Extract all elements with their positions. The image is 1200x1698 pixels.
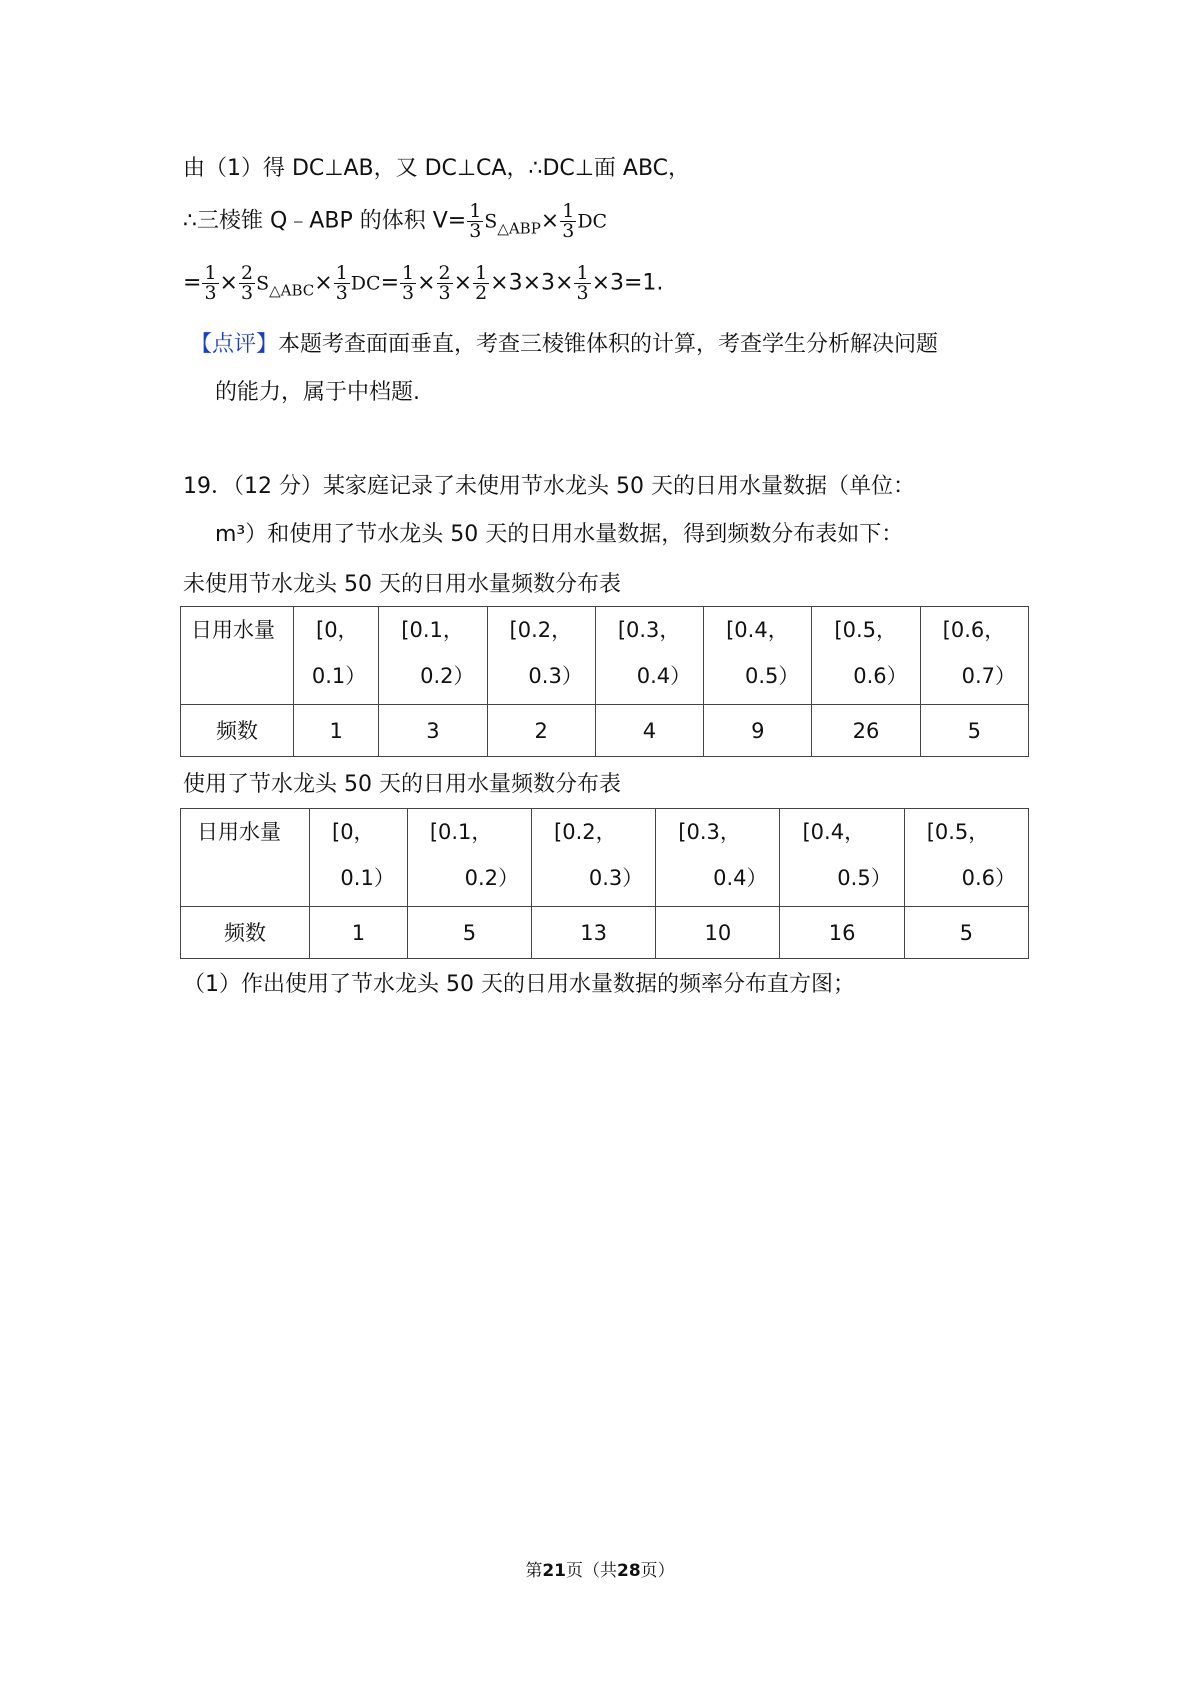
frequency-table-without-faucet — [180, 606, 1029, 757]
count-cell: 5 — [904, 907, 1028, 959]
solution-line-3: = $\frac{1}{3}$ × $\frac{2}{3}$ $S_{\triangle ABC}\times$ $\frac{1}{3}$ DC= $\frac{1}{3}$ × $\frac{2}{3}$ × $\frac{1}{2}$ ×3×3× $\frac{1}{3}$ ×3=1. — [183, 262, 664, 304]
comment-text: 本题考查面面垂直，考查三棱锥体积的计算，考查学生分析解决问题 — [278, 332, 939, 357]
count-row — [181, 907, 1029, 959]
fraction: $\frac{1}{3}$ — [469, 200, 482, 242]
comment-line-1 — [190, 330, 938, 360]
fraction: $\frac{1}{3}$ — [576, 262, 589, 304]
count-cell: 16 — [780, 907, 904, 959]
count-cell: 9 — [704, 705, 812, 757]
table-header-label: 日用水量 — [181, 607, 294, 705]
interval-cell: [0.3， 0.4） — [595, 607, 703, 705]
comment-bracket-close: 】 — [256, 332, 279, 357]
interval-cell: [0， 0.1） — [294, 607, 379, 705]
count-cell: 1 — [310, 907, 408, 959]
page-total: 28 — [617, 1561, 641, 1581]
interval-cell: [0.6， 0.7） — [920, 607, 1028, 705]
interval-row — [181, 607, 1029, 705]
count-cell: 4 — [595, 705, 703, 757]
count-cell: 5 — [407, 907, 531, 959]
count-cell: 10 — [656, 907, 780, 959]
fraction: $\frac{2}{3}$ — [438, 262, 451, 304]
interval-cell: [0.4， 0.5） — [704, 607, 812, 705]
page-number: 21 — [542, 1561, 566, 1581]
page-footer: 第21页（共28页） — [525, 1561, 675, 1581]
count-cell: 3 — [379, 705, 487, 757]
interval-cell: [0.5， 0.6） — [812, 607, 920, 705]
interval-cell: [0.5， 0.6） — [904, 809, 1028, 907]
count-cell: 26 — [812, 705, 920, 757]
interval-cell: [0.3， 0.4） — [656, 809, 780, 907]
part1-question: （1）作出使用了节水龙头 50 天的日用水量数据的频率分布直方图； — [183, 972, 855, 997]
frequency-table-with-faucet — [180, 808, 1029, 959]
comment-label: 点评 — [212, 332, 257, 357]
count-row — [181, 705, 1029, 757]
question-line-1: 19．（12 分）某家庭记录了未使用节水龙头 50 天的日用水量数据（单位： — [183, 474, 915, 499]
question-line-2: m³）和使用了节水龙头 50 天的日用水量数据，得到频数分布表如下： — [215, 522, 904, 547]
fraction: $\frac{1}{3}$ — [562, 200, 575, 242]
fraction: $\frac{1}{3}$ — [335, 262, 348, 304]
table2-caption: 使用了节水龙头 50 天的日用水量频数分布表 — [183, 772, 621, 797]
solution-line-2: ∴三棱锥 Q﹣ABP 的体积 V= $\frac{1}{3}$ $S_{\triangle ABP}\times$ $\frac{1}{3}$ DC — [183, 200, 608, 242]
fraction: $\frac{1}{2}$ — [475, 262, 488, 304]
fraction: $\frac{1}{3}$ — [204, 262, 217, 304]
fraction: $\frac{2}{3}$ — [240, 262, 254, 304]
interval-cell: [0， 0.1） — [310, 809, 408, 907]
count-label: 频数 — [181, 705, 294, 757]
interval-cell: [0.2， 0.3） — [487, 607, 595, 705]
count-cell: 5 — [920, 705, 1028, 757]
interval-cell: [0.1， 0.2） — [379, 607, 487, 705]
count-label: 频数 — [181, 907, 310, 959]
table-header-label: 日用水量 — [181, 809, 310, 907]
count-cell: 13 — [532, 907, 656, 959]
interval-cell: [0.1， 0.2） — [407, 809, 531, 907]
fraction: $\frac{1}{3}$ — [402, 262, 415, 304]
table1-caption: 未使用节水龙头 50 天的日用水量频数分布表 — [183, 572, 621, 597]
interval-cell: [0.4， 0.5） — [780, 809, 904, 907]
interval-cell: [0.2， 0.3） — [532, 809, 656, 907]
count-cell: 2 — [487, 705, 595, 757]
volume-prefix: ∴三棱锥 Q﹣ABP 的体积 V= — [183, 208, 467, 234]
comment-line-2: 的能力，属于中档题. — [215, 380, 420, 405]
count-cell: 1 — [294, 705, 379, 757]
solution-line-1: 由（1）得 DC⊥AB，又 DC⊥CA，∴DC⊥面 ABC， — [183, 156, 691, 181]
comment-bracket-open: 【 — [190, 332, 213, 357]
interval-row — [181, 809, 1029, 907]
